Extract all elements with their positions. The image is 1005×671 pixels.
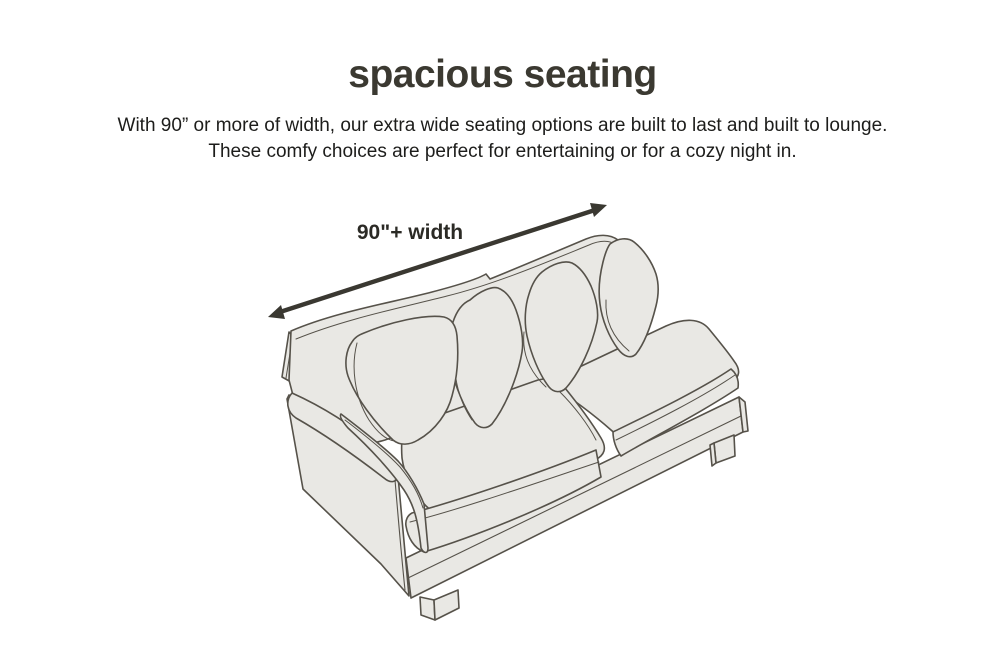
subtitle-line-2: These comfy choices are perfect for entertaining or for a cozy night in.	[208, 141, 797, 162]
sofa-drawing	[282, 235, 748, 620]
arrowhead-right-icon	[590, 203, 607, 217]
sofa-leg-front	[434, 590, 459, 620]
width-label: 90"+ width	[356, 221, 464, 244]
arrowhead-left-icon	[268, 305, 285, 319]
page-title: spacious seating	[348, 53, 657, 96]
sofa-leg-front-side	[420, 597, 435, 620]
sofa-leg-right-side	[710, 443, 716, 466]
subtitle-line-1: With 90” or more of width, our extra wide seating options are built to last and built to lounge.	[117, 115, 888, 136]
